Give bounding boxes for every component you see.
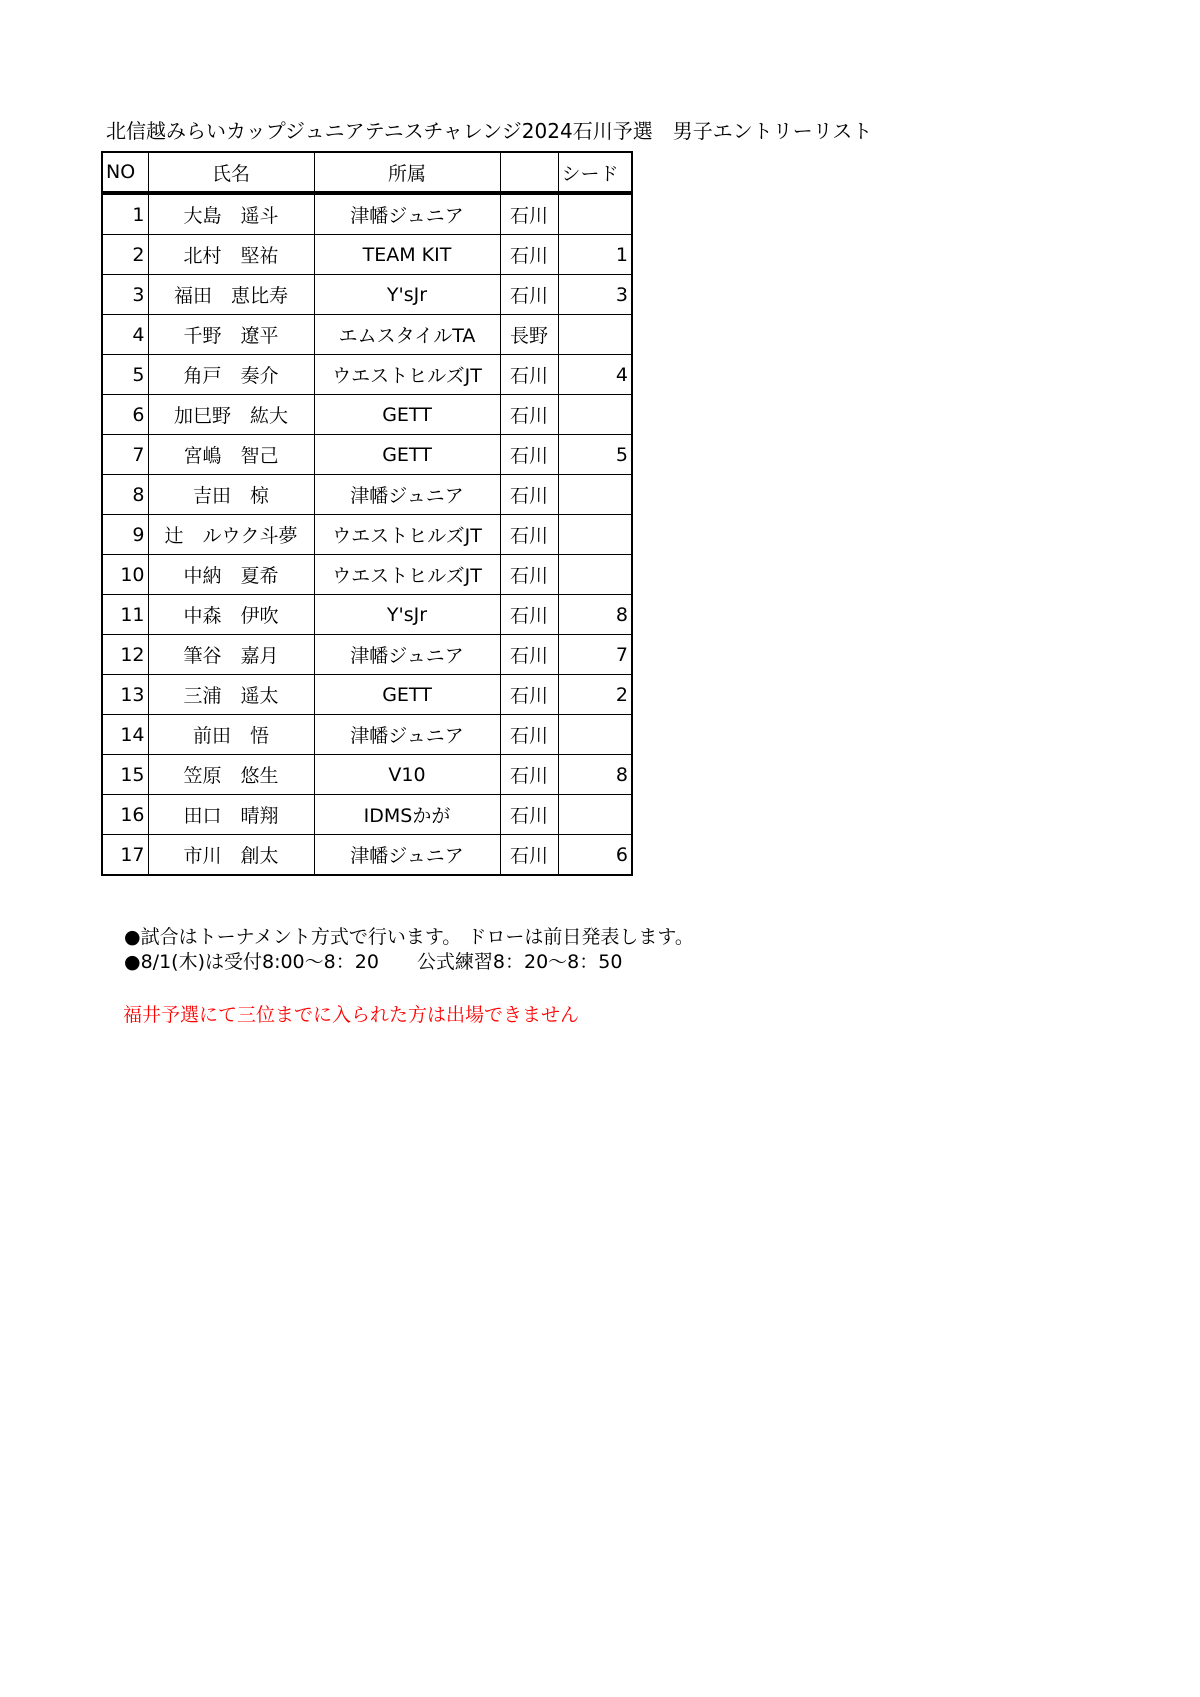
- player-name: 中森 伊吹: [148, 595, 314, 635]
- player-club: 津幡ジュニア: [314, 635, 500, 675]
- player-prefecture: 石川: [500, 395, 558, 435]
- player-name: 辻 ルウク斗夢: [148, 515, 314, 555]
- entry-number: 16: [102, 795, 148, 835]
- entry-number: 4: [102, 315, 148, 355]
- entry-number: 2: [102, 235, 148, 275]
- entry-number: 12: [102, 635, 148, 675]
- player-prefecture: 石川: [500, 475, 558, 515]
- entry-number: 7: [102, 435, 148, 475]
- entry-number: 14: [102, 715, 148, 755]
- entry-number: 9: [102, 515, 148, 555]
- table-row: [102, 475, 632, 515]
- player-prefecture: 石川: [500, 595, 558, 635]
- player-club: 津幡ジュニア: [314, 193, 500, 235]
- entry-number: 1: [102, 193, 148, 235]
- table-row: [102, 435, 632, 475]
- player-prefecture: 石川: [500, 555, 558, 595]
- player-name: 福田 恵比寿: [148, 275, 314, 315]
- player-seed: 4: [558, 355, 632, 395]
- player-name: 田口 晴翔: [148, 795, 314, 835]
- player-club: 津幡ジュニア: [314, 475, 500, 515]
- player-seed: [558, 515, 632, 555]
- player-club: GETT: [314, 395, 500, 435]
- table-row: [102, 235, 632, 275]
- player-seed: 5: [558, 435, 632, 475]
- table-row: [102, 193, 632, 235]
- player-club: TEAM KIT: [314, 235, 500, 275]
- entry-number: 6: [102, 395, 148, 435]
- entry-number: 8: [102, 475, 148, 515]
- player-prefecture: 石川: [500, 675, 558, 715]
- player-seed: [558, 475, 632, 515]
- player-prefecture: 長野: [500, 315, 558, 355]
- player-club: 津幡ジュニア: [314, 835, 500, 876]
- player-name: 前田 悟: [148, 715, 314, 755]
- player-prefecture: 石川: [500, 193, 558, 235]
- column-header-name: 氏名: [148, 152, 314, 193]
- player-club: ウエストヒルズJT: [314, 355, 500, 395]
- table-row: [102, 395, 632, 435]
- player-club: V10: [314, 755, 500, 795]
- player-name: 中納 夏希: [148, 555, 314, 595]
- player-club: IDMSかが: [314, 795, 500, 835]
- player-club: Y'sJr: [314, 595, 500, 635]
- player-prefecture: 石川: [500, 755, 558, 795]
- entry-number: 11: [102, 595, 148, 635]
- player-club: GETT: [314, 675, 500, 715]
- player-prefecture: 石川: [500, 275, 558, 315]
- player-name: 北村 堅祐: [148, 235, 314, 275]
- player-club: ウエストヒルズJT: [314, 555, 500, 595]
- player-seed: [558, 395, 632, 435]
- player-name: 吉田 椋: [148, 475, 314, 515]
- table-row: [102, 555, 632, 595]
- table-row: [102, 715, 632, 755]
- player-prefecture: 石川: [500, 795, 558, 835]
- note-format: ●試合はトーナメント方式で行います。 ドローは前日発表します。: [124, 926, 694, 948]
- column-header-seed: シード: [558, 152, 632, 193]
- player-name: 大島 遥斗: [148, 193, 314, 235]
- entry-list-table: [101, 151, 633, 876]
- player-seed: 8: [558, 755, 632, 795]
- table-row: [102, 675, 632, 715]
- player-prefecture: 石川: [500, 435, 558, 475]
- player-club: 津幡ジュニア: [314, 715, 500, 755]
- entry-number: 5: [102, 355, 148, 395]
- player-name: 筆谷 嘉月: [148, 635, 314, 675]
- table-row: [102, 275, 632, 315]
- eligibility-warning: 福井予選にて三位までに入られた方は出場できません: [123, 1004, 580, 1026]
- player-seed: [558, 555, 632, 595]
- player-seed: [558, 315, 632, 355]
- page-title: 北信越みらいカップジュニアテニスチャレンジ2024石川予選 男子エントリーリスト: [106, 119, 873, 143]
- player-seed: [558, 795, 632, 835]
- table-row: [102, 835, 632, 876]
- note-schedule: ●8/1(木)は受付8:00～8：20 公式練習8：20～8：50: [124, 951, 623, 973]
- player-club: GETT: [314, 435, 500, 475]
- entry-number: 15: [102, 755, 148, 795]
- player-seed: 6: [558, 835, 632, 876]
- player-prefecture: 石川: [500, 515, 558, 555]
- header-row: [102, 152, 632, 193]
- table-row: [102, 515, 632, 555]
- column-header-no: NO: [102, 152, 148, 193]
- player-name: 角戸 奏介: [148, 355, 314, 395]
- player-name: 笠原 悠生: [148, 755, 314, 795]
- entry-number: 13: [102, 675, 148, 715]
- table-row: [102, 595, 632, 635]
- column-header-club: 所属: [314, 152, 500, 193]
- player-seed: [558, 715, 632, 755]
- table-body: [102, 193, 632, 875]
- player-club: エムスタイルTA: [314, 315, 500, 355]
- entry-number: 17: [102, 835, 148, 876]
- player-prefecture: 石川: [500, 835, 558, 876]
- table-row: [102, 635, 632, 675]
- entry-number: 10: [102, 555, 148, 595]
- table-row: [102, 315, 632, 355]
- table-row: [102, 355, 632, 395]
- entry-number: 3: [102, 275, 148, 315]
- player-seed: 1: [558, 235, 632, 275]
- player-club: ウエストヒルズJT: [314, 515, 500, 555]
- player-seed: 3: [558, 275, 632, 315]
- player-seed: 7: [558, 635, 632, 675]
- column-header-prefecture: [500, 152, 558, 193]
- player-name: 宮嶋 智己: [148, 435, 314, 475]
- player-name: 千野 遼平: [148, 315, 314, 355]
- player-seed: 8: [558, 595, 632, 635]
- player-prefecture: 石川: [500, 715, 558, 755]
- table-row: [102, 755, 632, 795]
- table-row: [102, 795, 632, 835]
- player-prefecture: 石川: [500, 355, 558, 395]
- player-seed: [558, 193, 632, 235]
- player-prefecture: 石川: [500, 235, 558, 275]
- player-seed: 2: [558, 675, 632, 715]
- table-header: [102, 152, 632, 193]
- player-prefecture: 石川: [500, 635, 558, 675]
- player-name: 三浦 遥太: [148, 675, 314, 715]
- notes-block: [124, 925, 694, 975]
- player-name: 市川 創太: [148, 835, 314, 876]
- player-club: Y'sJr: [314, 275, 500, 315]
- player-name: 加巳野 紘大: [148, 395, 314, 435]
